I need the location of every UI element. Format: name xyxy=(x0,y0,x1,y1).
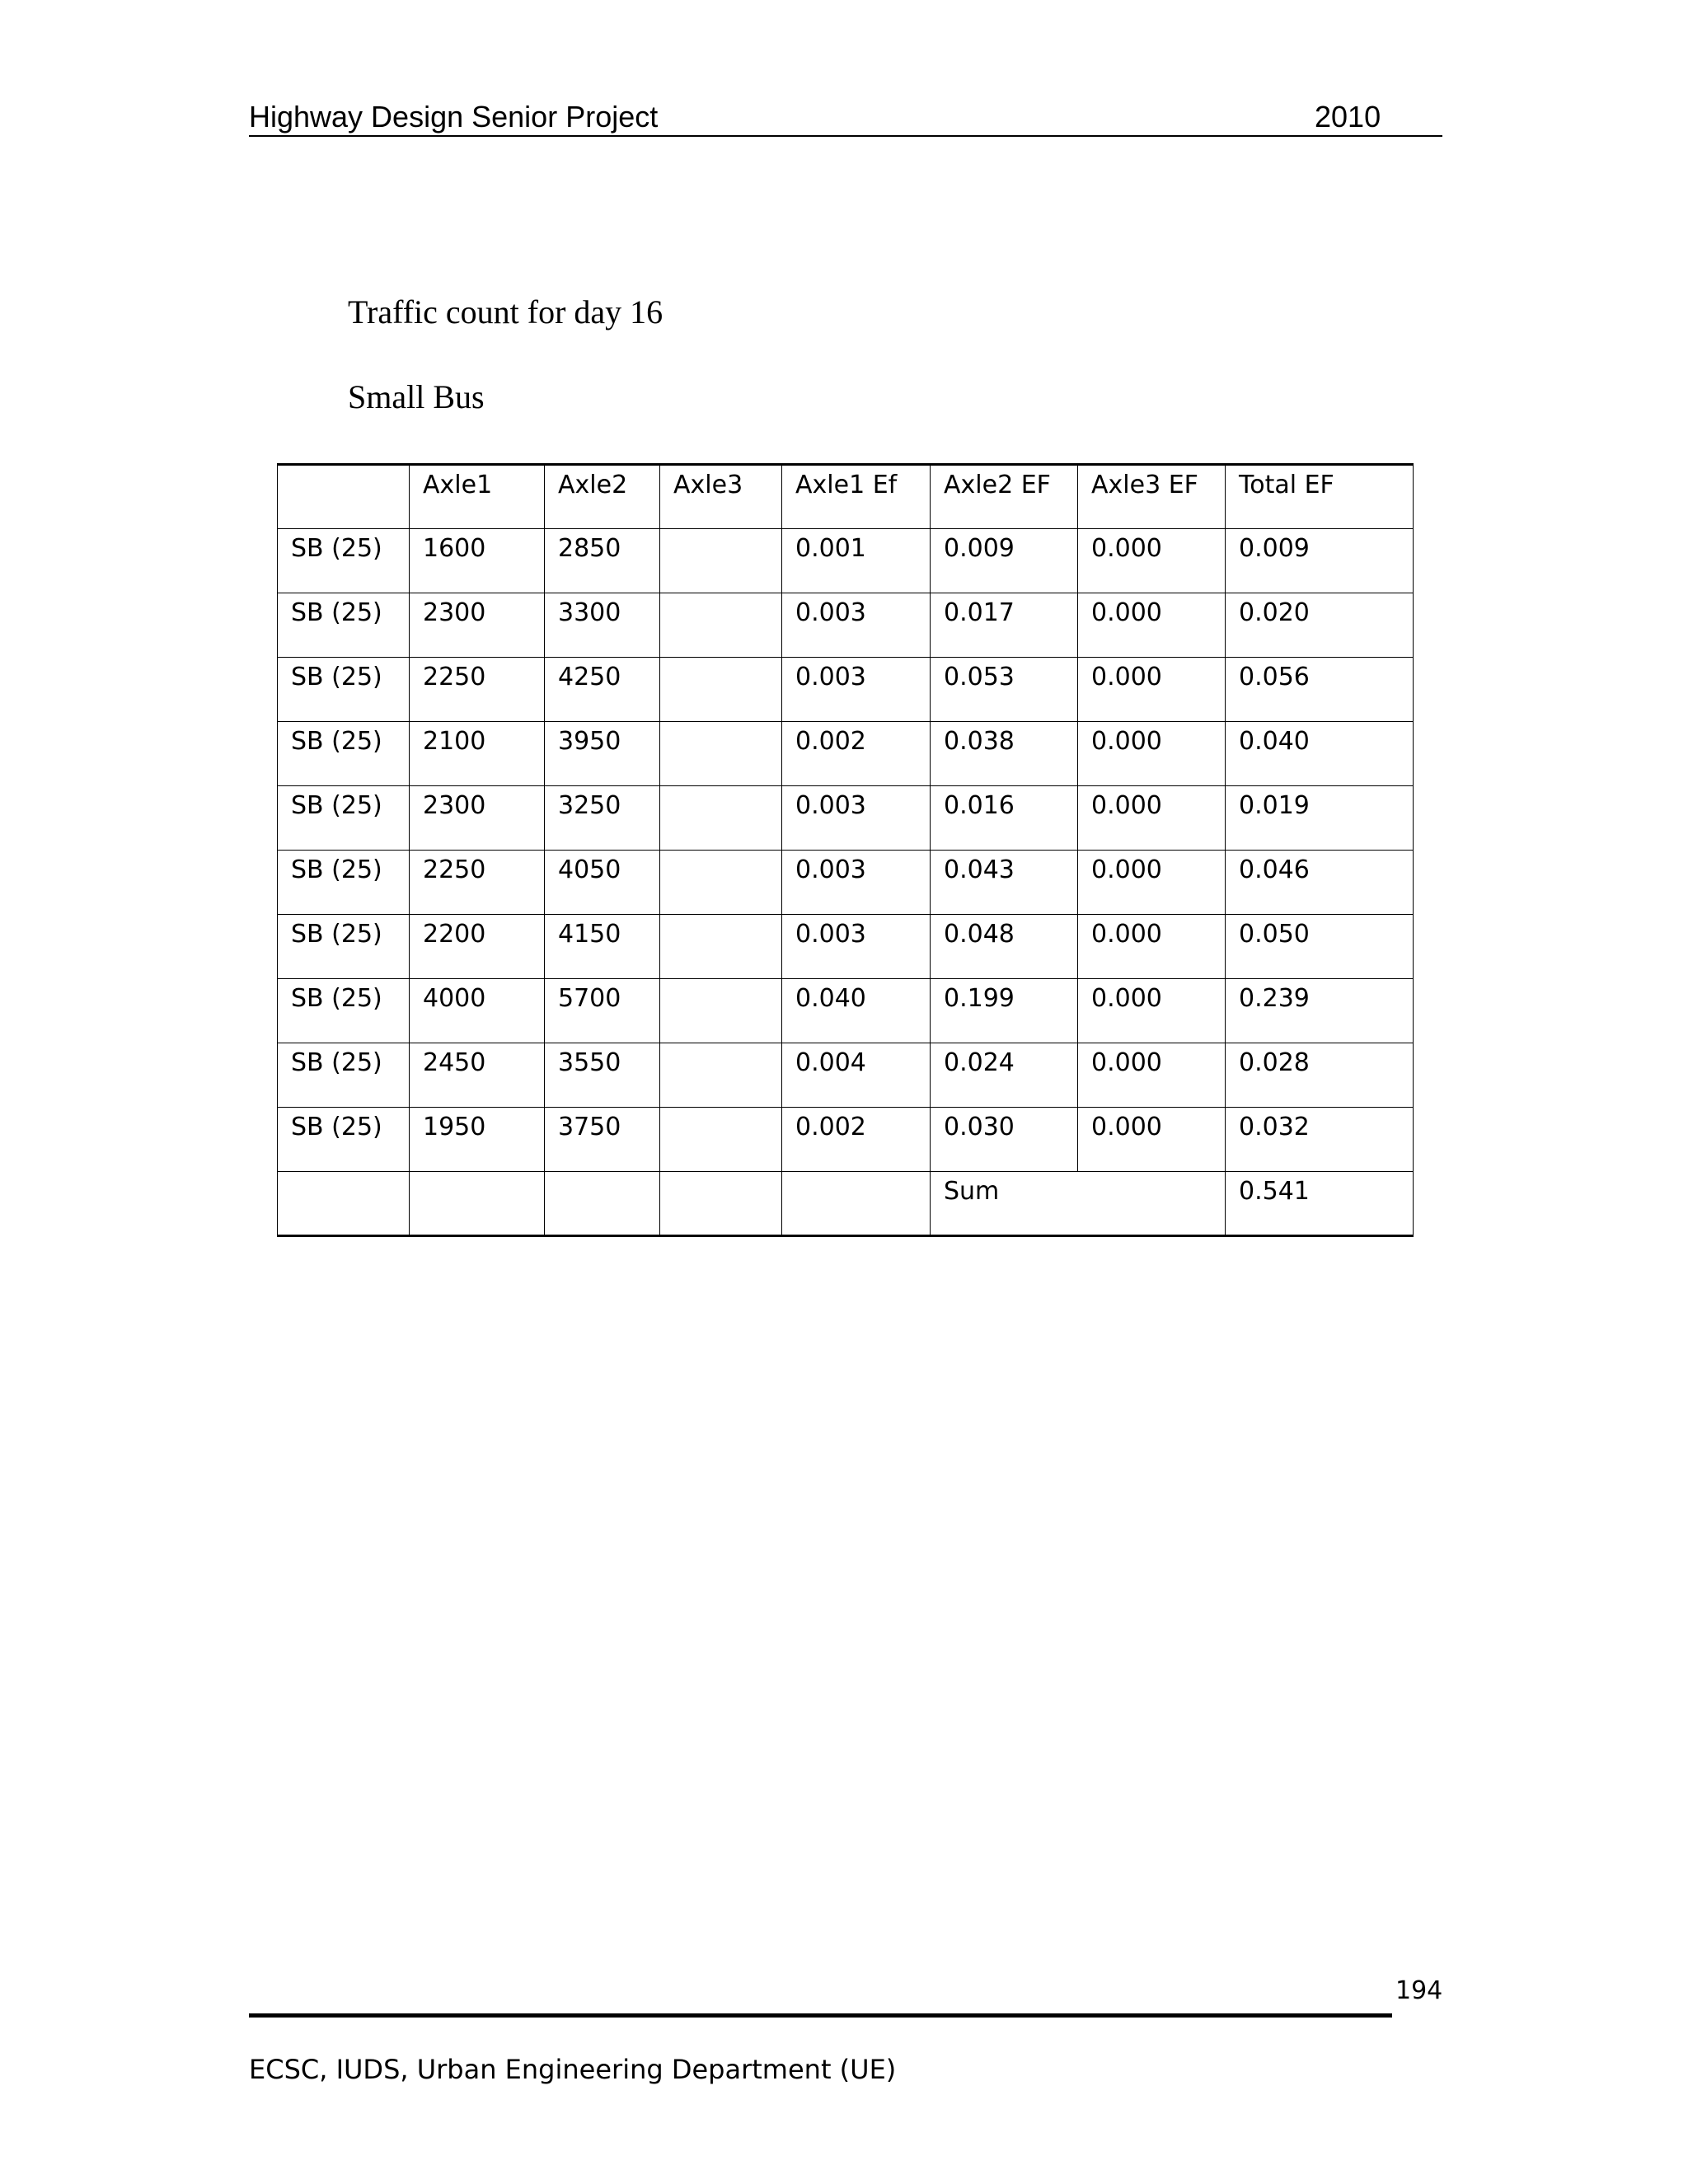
table-cell: 4050 xyxy=(545,851,660,915)
table-cell: 3550 xyxy=(545,1043,660,1108)
table-cell: 0.028 xyxy=(1226,1043,1414,1108)
column-header: Axle3 xyxy=(660,465,782,529)
table-cell: 4250 xyxy=(545,658,660,722)
footer-text: ECSC, IUDS, Urban Engineering Department (UE) xyxy=(249,2054,897,2085)
table-cell: SB (25) xyxy=(278,851,410,915)
section-heading: Traffic count for day 16 xyxy=(348,293,663,330)
empty-cell xyxy=(782,1172,931,1236)
table-cell: 0.009 xyxy=(1226,529,1414,593)
table-cell: 0.048 xyxy=(931,915,1078,979)
table-cell: SB (25) xyxy=(278,593,410,658)
table-cell: 0.009 xyxy=(931,529,1078,593)
header-year: 2010 xyxy=(1315,100,1381,134)
table-cell: 2450 xyxy=(410,1043,545,1108)
table-cell: 0.001 xyxy=(782,529,931,593)
table-cell: 2850 xyxy=(545,529,660,593)
table-cell: SB (25) xyxy=(278,1043,410,1108)
table-cell: 0.030 xyxy=(931,1108,1078,1172)
table-cell: 2300 xyxy=(410,786,545,851)
table-cell: 4000 xyxy=(410,979,545,1043)
table-cell: 0.000 xyxy=(1078,979,1226,1043)
column-header: Total EF xyxy=(1226,465,1414,529)
table-cell: 5700 xyxy=(545,979,660,1043)
table-row xyxy=(278,979,1414,1043)
table-row xyxy=(278,722,1414,786)
table-cell: SB (25) xyxy=(278,722,410,786)
vehicle-heading: Small Bus xyxy=(348,378,485,415)
table-cell: 0.003 xyxy=(782,658,931,722)
table-cell: 0.032 xyxy=(1226,1108,1414,1172)
table-cell: 0.017 xyxy=(931,593,1078,658)
table-cell xyxy=(660,1043,782,1108)
table-cell: 0.000 xyxy=(1078,915,1226,979)
table-cell: 0.000 xyxy=(1078,786,1226,851)
table-cell: 3950 xyxy=(545,722,660,786)
page-number: 194 xyxy=(1395,1976,1443,2005)
sum-value: 0.541 xyxy=(1226,1172,1414,1236)
table-row xyxy=(278,786,1414,851)
table-cell: 0.056 xyxy=(1226,658,1414,722)
table-cell xyxy=(660,786,782,851)
table-cell: 3250 xyxy=(545,786,660,851)
table-row xyxy=(278,915,1414,979)
table-cell: 0.019 xyxy=(1226,786,1414,851)
table-cell: 0.024 xyxy=(931,1043,1078,1108)
table-row xyxy=(278,851,1414,915)
empty-cell xyxy=(278,1172,410,1236)
column-header: Axle2 xyxy=(545,465,660,529)
table-cell: 0.000 xyxy=(1078,851,1226,915)
sum-row xyxy=(278,1172,1414,1236)
empty-cell xyxy=(660,1172,782,1236)
table-cell: 0.053 xyxy=(931,658,1078,722)
table-cell: 2300 xyxy=(410,593,545,658)
table-cell: 0.038 xyxy=(931,722,1078,786)
table-cell: 0.003 xyxy=(782,593,931,658)
column-header xyxy=(278,465,410,529)
table-cell: 0.000 xyxy=(1078,1043,1226,1108)
table-cell: SB (25) xyxy=(278,529,410,593)
table-cell: 0.050 xyxy=(1226,915,1414,979)
table-cell: 0.040 xyxy=(782,979,931,1043)
footer-rule xyxy=(249,2013,1392,2018)
table-cell: 0.040 xyxy=(1226,722,1414,786)
table-cell: 0.003 xyxy=(782,851,931,915)
table-cell: 0.002 xyxy=(782,722,931,786)
table-cell xyxy=(660,529,782,593)
column-header: Axle1 xyxy=(410,465,545,529)
table-row xyxy=(278,529,1414,593)
table-cell: SB (25) xyxy=(278,915,410,979)
table-cell: 0.000 xyxy=(1078,1108,1226,1172)
table-cell: 0.002 xyxy=(782,1108,931,1172)
column-header: Axle3 EF xyxy=(1078,465,1226,529)
table-cell xyxy=(660,851,782,915)
table-cell xyxy=(660,593,782,658)
header-title: Highway Design Senior Project xyxy=(249,100,659,134)
table-cell: 3750 xyxy=(545,1108,660,1172)
table-cell: 0.046 xyxy=(1226,851,1414,915)
traffic-table xyxy=(277,463,1414,1237)
table-cell: 2250 xyxy=(410,658,545,722)
column-header: Axle2 EF xyxy=(931,465,1078,529)
table-cell xyxy=(660,722,782,786)
table-cell: 1950 xyxy=(410,1108,545,1172)
table-cell: 0.000 xyxy=(1078,722,1226,786)
table-cell: 3300 xyxy=(545,593,660,658)
table-row xyxy=(278,1108,1414,1172)
table-header-row xyxy=(278,465,1414,529)
table-cell: 0.016 xyxy=(931,786,1078,851)
table-cell: 0.199 xyxy=(931,979,1078,1043)
table-row xyxy=(278,1043,1414,1108)
table-cell: 0.003 xyxy=(782,786,931,851)
table-cell: 0.239 xyxy=(1226,979,1414,1043)
table-cell: 2250 xyxy=(410,851,545,915)
table-cell: 0.004 xyxy=(782,1043,931,1108)
empty-cell xyxy=(545,1172,660,1236)
table-cell xyxy=(660,915,782,979)
table-cell: 1600 xyxy=(410,529,545,593)
table-cell xyxy=(660,979,782,1043)
table-cell: SB (25) xyxy=(278,1108,410,1172)
table-cell xyxy=(660,658,782,722)
table-cell: 0.043 xyxy=(931,851,1078,915)
table-cell: 4150 xyxy=(545,915,660,979)
sum-label: Sum xyxy=(931,1172,1226,1236)
empty-cell xyxy=(410,1172,545,1236)
table-cell: 0.000 xyxy=(1078,529,1226,593)
table-cell: SB (25) xyxy=(278,658,410,722)
header-rule xyxy=(249,135,1442,137)
table-cell: 0.000 xyxy=(1078,593,1226,658)
table-cell: 0.020 xyxy=(1226,593,1414,658)
table-cell xyxy=(660,1108,782,1172)
column-header: Axle1 Ef xyxy=(782,465,931,529)
table-cell: 0.003 xyxy=(782,915,931,979)
table-cell: 0.000 xyxy=(1078,658,1226,722)
table-cell: 2200 xyxy=(410,915,545,979)
table-cell: SB (25) xyxy=(278,979,410,1043)
table-cell: 2100 xyxy=(410,722,545,786)
table-row xyxy=(278,658,1414,722)
table-row xyxy=(278,593,1414,658)
table-cell: SB (25) xyxy=(278,786,410,851)
